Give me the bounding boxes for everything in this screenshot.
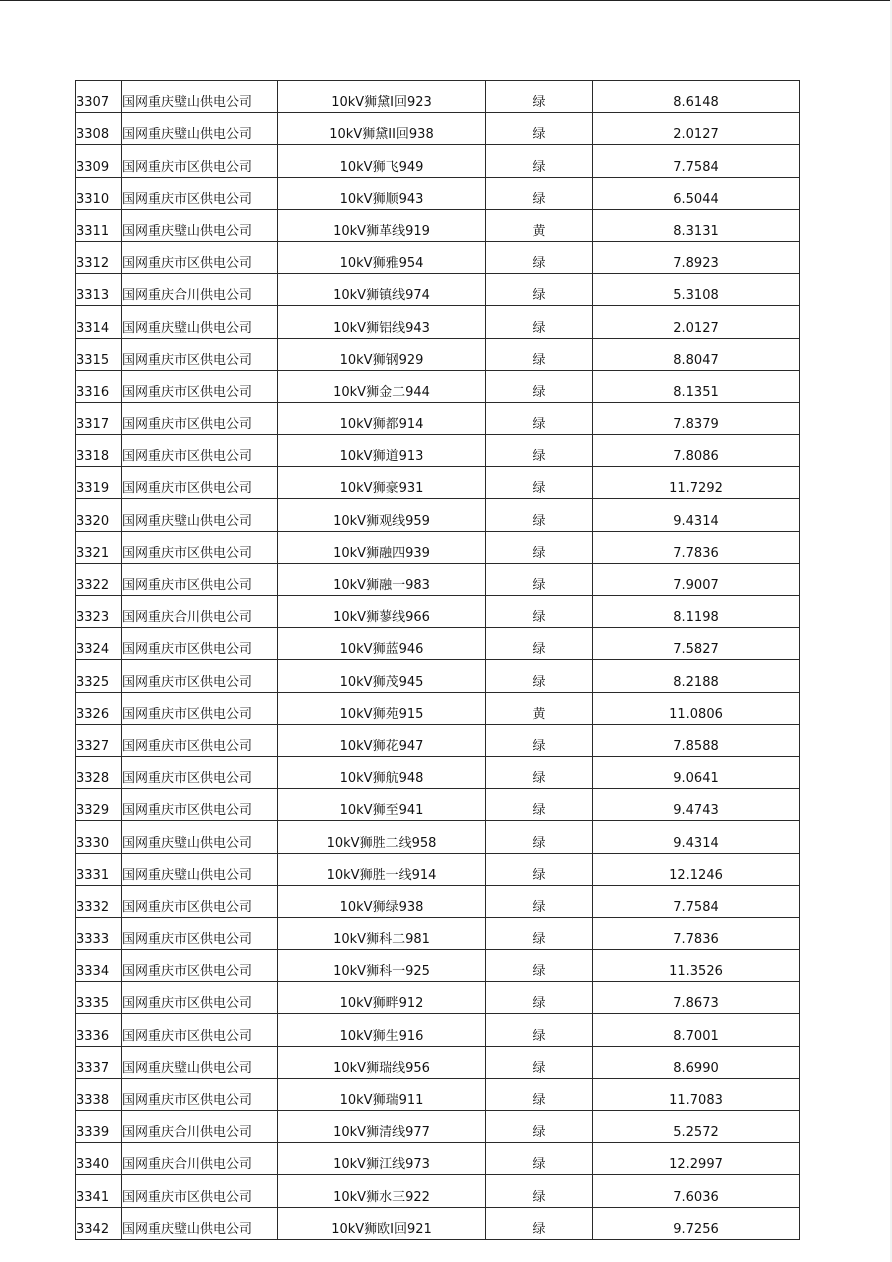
table-row	[76, 1143, 800, 1175]
table-row	[76, 338, 800, 370]
value-cell: 7.8588	[593, 724, 800, 756]
company-cell: 国网重庆市区供电公司	[122, 1175, 278, 1207]
table-body	[76, 81, 800, 1240]
page-top-rule	[0, 0, 892, 1]
value-cell: 11.0806	[593, 692, 800, 724]
status-cell: 绿	[486, 241, 593, 273]
value-cell: 7.8379	[593, 402, 800, 434]
company-cell: 国网重庆市区供电公司	[122, 563, 278, 595]
row-number-cell: 3311	[76, 209, 122, 241]
table-row	[76, 1111, 800, 1143]
row-number-cell: 3328	[76, 756, 122, 788]
status-cell: 绿	[486, 274, 593, 306]
row-number-cell: 3314	[76, 306, 122, 338]
row-number-cell: 3318	[76, 435, 122, 467]
table-row	[76, 756, 800, 788]
table-row	[76, 1046, 800, 1078]
company-cell: 国网重庆市区供电公司	[122, 338, 278, 370]
status-cell: 绿	[486, 1175, 593, 1207]
table-row	[76, 113, 800, 145]
row-number-cell: 3307	[76, 81, 122, 113]
company-cell: 国网重庆合川供电公司	[122, 1143, 278, 1175]
value-cell: 7.8086	[593, 435, 800, 467]
line-name-cell: 10kV狮融一983	[278, 563, 486, 595]
company-cell: 国网重庆市区供电公司	[122, 628, 278, 660]
value-cell: 11.7292	[593, 467, 800, 499]
status-cell: 绿	[486, 435, 593, 467]
line-name-cell: 10kV狮水三922	[278, 1175, 486, 1207]
line-name-cell: 10kV狮欧I回921	[278, 1207, 486, 1239]
line-name-cell: 10kV狮都914	[278, 402, 486, 434]
table-row	[76, 628, 800, 660]
line-name-cell: 10kV狮蓼线966	[278, 596, 486, 628]
status-cell: 绿	[486, 563, 593, 595]
table-row	[76, 724, 800, 756]
value-cell: 9.4314	[593, 499, 800, 531]
row-number-cell: 3312	[76, 241, 122, 273]
status-cell: 绿	[486, 177, 593, 209]
value-cell: 2.0127	[593, 306, 800, 338]
company-cell: 国网重庆璧山供电公司	[122, 1046, 278, 1078]
row-number-cell: 3336	[76, 1014, 122, 1046]
status-cell: 绿	[486, 982, 593, 1014]
status-cell: 绿	[486, 370, 593, 402]
value-cell: 8.1351	[593, 370, 800, 402]
row-number-cell: 3316	[76, 370, 122, 402]
status-cell: 绿	[486, 724, 593, 756]
status-cell: 绿	[486, 338, 593, 370]
line-name-cell: 10kV狮顺943	[278, 177, 486, 209]
line-name-cell: 10kV狮铝线943	[278, 306, 486, 338]
company-cell: 国网重庆市区供电公司	[122, 917, 278, 949]
status-cell: 黄	[486, 209, 593, 241]
value-cell: 8.2188	[593, 660, 800, 692]
table-row	[76, 209, 800, 241]
company-cell: 国网重庆市区供电公司	[122, 1014, 278, 1046]
status-cell: 绿	[486, 917, 593, 949]
line-name-cell: 10kV狮花947	[278, 724, 486, 756]
value-cell: 9.7256	[593, 1207, 800, 1239]
value-cell: 8.6148	[593, 81, 800, 113]
status-cell: 绿	[486, 660, 593, 692]
table-row	[76, 467, 800, 499]
table-row	[76, 370, 800, 402]
row-number-cell: 3309	[76, 145, 122, 177]
table-row	[76, 145, 800, 177]
line-name-cell: 10kV狮至941	[278, 789, 486, 821]
value-cell: 9.0641	[593, 756, 800, 788]
line-name-cell: 10kV狮茂945	[278, 660, 486, 692]
row-number-cell: 3329	[76, 789, 122, 821]
status-cell: 绿	[486, 145, 593, 177]
value-cell: 8.1198	[593, 596, 800, 628]
company-cell: 国网重庆合川供电公司	[122, 596, 278, 628]
status-cell: 绿	[486, 81, 593, 113]
value-cell: 2.0127	[593, 113, 800, 145]
table-row	[76, 1078, 800, 1110]
row-number-cell: 3338	[76, 1078, 122, 1110]
company-cell: 国网重庆市区供电公司	[122, 692, 278, 724]
row-number-cell: 3334	[76, 950, 122, 982]
table-row	[76, 1207, 800, 1239]
status-cell: 绿	[486, 467, 593, 499]
value-cell: 8.6990	[593, 1046, 800, 1078]
company-cell: 国网重庆合川供电公司	[122, 1111, 278, 1143]
value-cell: 5.3108	[593, 274, 800, 306]
table-row	[76, 596, 800, 628]
line-name-cell: 10kV狮黛I回923	[278, 81, 486, 113]
table-row	[76, 692, 800, 724]
value-cell: 7.7584	[593, 885, 800, 917]
value-cell: 9.4314	[593, 821, 800, 853]
table-row	[76, 853, 800, 885]
value-cell: 8.7001	[593, 1014, 800, 1046]
row-number-cell: 3319	[76, 467, 122, 499]
company-cell: 国网重庆市区供电公司	[122, 1078, 278, 1110]
status-cell: 绿	[486, 531, 593, 563]
company-cell: 国网重庆合川供电公司	[122, 274, 278, 306]
line-name-cell: 10kV狮道913	[278, 435, 486, 467]
line-name-cell: 10kV狮苑915	[278, 692, 486, 724]
value-cell: 12.2997	[593, 1143, 800, 1175]
row-number-cell: 3313	[76, 274, 122, 306]
table-row	[76, 531, 800, 563]
line-name-cell: 10kV狮江线973	[278, 1143, 486, 1175]
line-name-cell: 10kV狮钢929	[278, 338, 486, 370]
table-row	[76, 1014, 800, 1046]
value-cell: 6.5044	[593, 177, 800, 209]
value-cell: 7.9007	[593, 563, 800, 595]
line-name-cell: 10kV狮豪931	[278, 467, 486, 499]
row-number-cell: 3342	[76, 1207, 122, 1239]
table-row	[76, 885, 800, 917]
company-cell: 国网重庆璧山供电公司	[122, 1207, 278, 1239]
line-name-cell: 10kV狮胜二线958	[278, 821, 486, 853]
line-name-cell: 10kV狮融四939	[278, 531, 486, 563]
row-number-cell: 3331	[76, 853, 122, 885]
value-cell: 7.7584	[593, 145, 800, 177]
line-name-cell: 10kV狮蓝946	[278, 628, 486, 660]
company-cell: 国网重庆市区供电公司	[122, 885, 278, 917]
company-cell: 国网重庆市区供电公司	[122, 435, 278, 467]
table-row	[76, 660, 800, 692]
company-cell: 国网重庆市区供电公司	[122, 370, 278, 402]
line-name-cell: 10kV狮畔912	[278, 982, 486, 1014]
table-row	[76, 241, 800, 273]
line-name-cell: 10kV狮绿938	[278, 885, 486, 917]
row-number-cell: 3310	[76, 177, 122, 209]
company-cell: 国网重庆市区供电公司	[122, 467, 278, 499]
status-cell: 绿	[486, 885, 593, 917]
table-row	[76, 306, 800, 338]
company-cell: 国网重庆市区供电公司	[122, 531, 278, 563]
status-cell: 绿	[486, 789, 593, 821]
status-cell: 绿	[486, 628, 593, 660]
table-row	[76, 81, 800, 113]
row-number-cell: 3339	[76, 1111, 122, 1143]
row-number-cell: 3332	[76, 885, 122, 917]
line-name-cell: 10kV狮航948	[278, 756, 486, 788]
line-name-cell: 10kV狮科二981	[278, 917, 486, 949]
table-row	[76, 177, 800, 209]
table-row	[76, 789, 800, 821]
status-cell: 绿	[486, 756, 593, 788]
status-cell: 绿	[486, 821, 593, 853]
table-row	[76, 563, 800, 595]
value-cell: 5.2572	[593, 1111, 800, 1143]
line-name-cell: 10kV狮胜一线914	[278, 853, 486, 885]
line-name-cell: 10kV狮飞949	[278, 145, 486, 177]
line-status-table	[75, 80, 800, 1240]
row-number-cell: 3325	[76, 660, 122, 692]
status-cell: 黄	[486, 692, 593, 724]
row-number-cell: 3333	[76, 917, 122, 949]
table-row	[76, 499, 800, 531]
status-cell: 绿	[486, 499, 593, 531]
status-cell: 绿	[486, 1143, 593, 1175]
row-number-cell: 3327	[76, 724, 122, 756]
value-cell: 7.8923	[593, 241, 800, 273]
status-cell: 绿	[486, 1078, 593, 1110]
row-number-cell: 3324	[76, 628, 122, 660]
company-cell: 国网重庆市区供电公司	[122, 145, 278, 177]
table-row	[76, 950, 800, 982]
line-name-cell: 10kV狮黛II回938	[278, 113, 486, 145]
row-number-cell: 3322	[76, 563, 122, 595]
table-row	[76, 982, 800, 1014]
company-cell: 国网重庆璧山供电公司	[122, 853, 278, 885]
company-cell: 国网重庆市区供电公司	[122, 950, 278, 982]
table-row	[76, 1175, 800, 1207]
company-cell: 国网重庆市区供电公司	[122, 241, 278, 273]
value-cell: 11.3526	[593, 950, 800, 982]
company-cell: 国网重庆璧山供电公司	[122, 499, 278, 531]
value-cell: 12.1246	[593, 853, 800, 885]
row-number-cell: 3321	[76, 531, 122, 563]
line-name-cell: 10kV狮瑞911	[278, 1078, 486, 1110]
company-cell: 国网重庆璧山供电公司	[122, 81, 278, 113]
row-number-cell: 3330	[76, 821, 122, 853]
status-cell: 绿	[486, 113, 593, 145]
status-cell: 绿	[486, 596, 593, 628]
line-name-cell: 10kV狮雅954	[278, 241, 486, 273]
row-number-cell: 3335	[76, 982, 122, 1014]
row-number-cell: 3317	[76, 402, 122, 434]
company-cell: 国网重庆市区供电公司	[122, 177, 278, 209]
company-cell: 国网重庆璧山供电公司	[122, 306, 278, 338]
line-name-cell: 10kV狮清线977	[278, 1111, 486, 1143]
company-cell: 国网重庆市区供电公司	[122, 982, 278, 1014]
value-cell: 9.4743	[593, 789, 800, 821]
table-row	[76, 435, 800, 467]
line-name-cell: 10kV狮镇线974	[278, 274, 486, 306]
status-cell: 绿	[486, 306, 593, 338]
table-row	[76, 402, 800, 434]
row-number-cell: 3326	[76, 692, 122, 724]
company-cell: 国网重庆璧山供电公司	[122, 113, 278, 145]
company-cell: 国网重庆璧山供电公司	[122, 821, 278, 853]
line-name-cell: 10kV狮瑞线956	[278, 1046, 486, 1078]
line-name-cell: 10kV狮革线919	[278, 209, 486, 241]
value-cell: 8.8047	[593, 338, 800, 370]
status-cell: 绿	[486, 950, 593, 982]
row-number-cell: 3337	[76, 1046, 122, 1078]
row-number-cell: 3340	[76, 1143, 122, 1175]
status-cell: 绿	[486, 1046, 593, 1078]
company-cell: 国网重庆市区供电公司	[122, 724, 278, 756]
row-number-cell: 3341	[76, 1175, 122, 1207]
row-number-cell: 3323	[76, 596, 122, 628]
line-name-cell: 10kV狮金二944	[278, 370, 486, 402]
value-cell: 7.8673	[593, 982, 800, 1014]
value-cell: 11.7083	[593, 1078, 800, 1110]
row-number-cell: 3315	[76, 338, 122, 370]
status-cell: 绿	[486, 1111, 593, 1143]
company-cell: 国网重庆市区供电公司	[122, 789, 278, 821]
company-cell: 国网重庆市区供电公司	[122, 402, 278, 434]
row-number-cell: 3308	[76, 113, 122, 145]
company-cell: 国网重庆璧山供电公司	[122, 209, 278, 241]
status-cell: 绿	[486, 1014, 593, 1046]
status-cell: 绿	[486, 853, 593, 885]
value-cell: 8.3131	[593, 209, 800, 241]
line-name-cell: 10kV狮观线959	[278, 499, 486, 531]
line-name-cell: 10kV狮生916	[278, 1014, 486, 1046]
value-cell: 7.5827	[593, 628, 800, 660]
table-row	[76, 917, 800, 949]
line-name-cell: 10kV狮科一925	[278, 950, 486, 982]
status-cell: 绿	[486, 1207, 593, 1239]
row-number-cell: 3320	[76, 499, 122, 531]
company-cell: 国网重庆市区供电公司	[122, 660, 278, 692]
value-cell: 7.7836	[593, 917, 800, 949]
status-cell: 绿	[486, 402, 593, 434]
company-cell: 国网重庆市区供电公司	[122, 756, 278, 788]
table-row	[76, 274, 800, 306]
value-cell: 7.7836	[593, 531, 800, 563]
table-row	[76, 821, 800, 853]
value-cell: 7.6036	[593, 1175, 800, 1207]
